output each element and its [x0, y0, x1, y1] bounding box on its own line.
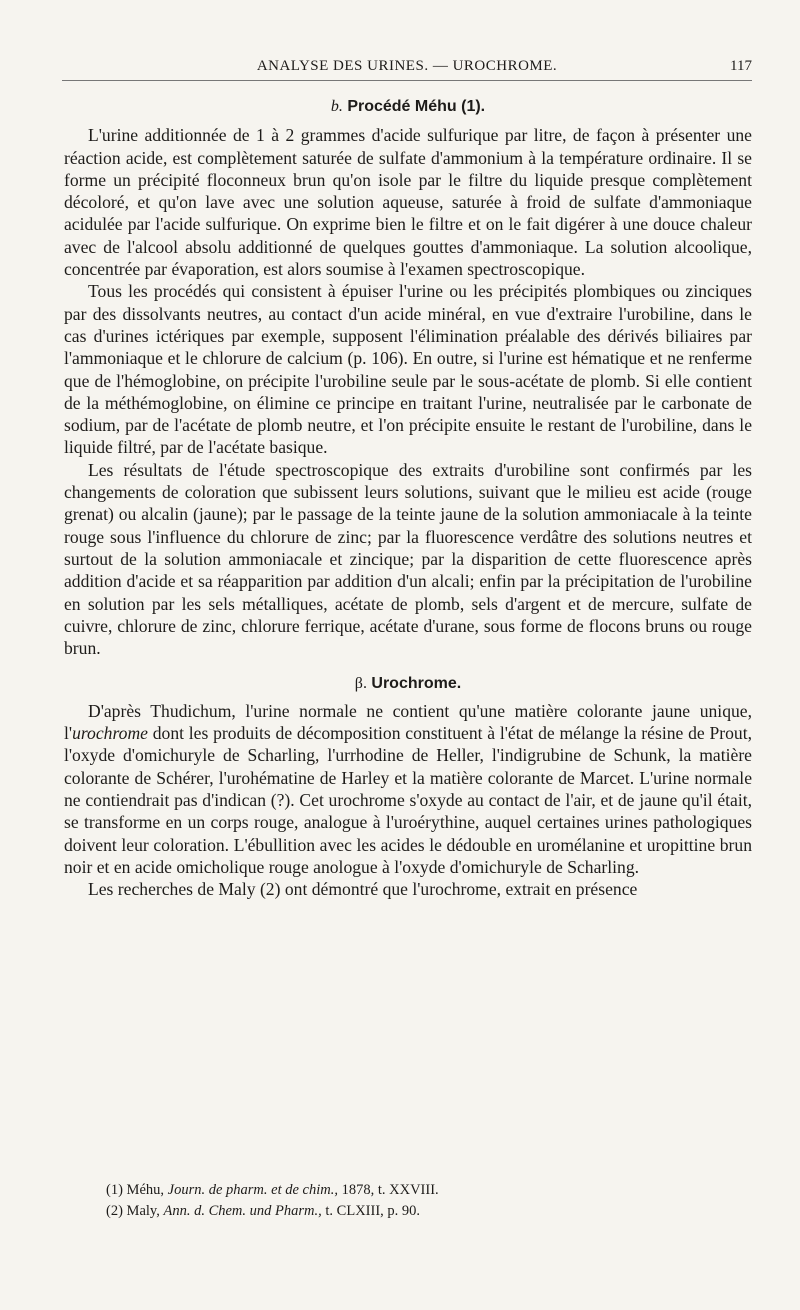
italic-term: urochrome [72, 723, 148, 744]
section-heading: Urochrome. [371, 675, 462, 693]
footnote [82, 1201, 682, 1222]
footnote [82, 1180, 682, 1201]
body-text [64, 96, 752, 900]
paragraph: Les résultats de l'étude spectroscopique des extraits d'urobiline sont confirmés par les changements de coloration que subissent leurs solutions, suivant que le milieu est acide (rouge grenat) ou alcalin (jaune); par le passage de la teinte jaune de la solution ammoniacale à la teinte rouge sous l'influence du chlorure de zinc; par la fluorescence verdâtre des solutions neutres et surtout de la solution ammoniacale et zincique; par la disparition de cette fluorescence après addition d'acide et sa réapparition par addition d'un alcali; enfin par la précipitation de l'urobiline en solution par les sels métalliques, acétate de plomb, sels d'argent et de mercure, sulfate de cuivre, chlorure de zinc, chlorure ferrique, acétate d'urane, sous forme de flocons bruns ou rouge brun. [64, 459, 752, 659]
page-number: 117 [730, 58, 752, 74]
section-letter: β. [354, 675, 367, 693]
paragraph-text: dont les produits de décomposition constituent à l'état de mélange la résine de Prout, l'oxyde d'omichuryle de Scharling, l'urrhodine de Heller, l'indigrubine de Schunk, la matière colorante de Schérer, l'urohématine de Harley et la matière colorante de Marcet. L'urine normale ne contiendrait pas d'indican (?). Cet urochrome s'oxyde au contact de l'air, et de jaune qu'il était, se transforme en un corps rouge, analogue à l'uroérythine, auquel certaines urines pathologiques doivent leur coloration. L'ébullition avec les acides le dédouble en uromélanine et uropittine brun noir et en acide omicholique rouge anologue à l'oxyde d'omichuryle de Scharling. [64, 723, 752, 877]
page-header [62, 56, 752, 81]
running-title: ANALYSE DES URINES. — UROCHROME. [256, 58, 558, 74]
paragraph: Les recherches de Maly (2) ont démontré que l'urochrome, extrait en présence [88, 879, 638, 900]
footnote-journal: Ann. d. Chem. und Pharm., [163, 1203, 322, 1219]
paragraph: Tous les procédés qui consistent à épuiser l'urine ou les précipités plombiques ou zinciques par des dissolvants neutres, au contact d'un acide minéral, en vue d'extraire l'urobiline, dans le cas d'urines ictériques par exemple, supposent l'élimination préalable des dérivés biliaires par l'ammoniaque et le chlorure de calcium (p. 106). En outre, si l'urine est hématique et ne renferme que de l'hémoglobine, on précipite l'urobiline seule par le sous-acétate de plomb. Si elle contient de la méthémoglobine, on élimine ce principe en traitant l'urine, neutralisée par le carbonate de sodium, par de l'acétate de plomb neutre, et l'on précipite ensuite le restant de l'urobiline, dans le liquide filtré, par de l'acétate basique. [64, 281, 752, 458]
section-heading: Procédé Méhu (1). [347, 98, 486, 115]
footnotes [82, 1180, 682, 1222]
footnote-mark: (1) [106, 1182, 123, 1198]
footnote-author: Méhu, [126, 1182, 165, 1198]
footnote-details: t. CLXIII, p. 90. [325, 1203, 421, 1219]
footnote-journal: Journ. de pharm. et de chim., [167, 1182, 338, 1198]
footnote-mark: (2) [106, 1203, 123, 1219]
footnote-details: 1878, t. XXVIII. [341, 1182, 439, 1198]
paragraph: L'urine additionnée de 1 à 2 grammes d'acide sulfurique par litre, de façon à présenter une réaction acide, est complètement saturée de sulfate d'ammonium à la température ordinaire. Il se forme un précipité floconneux brun qu'on isole par le filtre du liquide presque complètement décoloré, et qu'on lave avec une solution aqueuse, saturée à froid de sulfate d'ammoniaque acidulée par l'acide sulfurique. On exprime bien le filtre et on le fait digérer à une douce chaleur avec de l'alcool absolu additionné de quelques gouttes d'ammoniaque. La solution alcoolique, concentrée par évaporation, est alors soumise à l'examen spectroscopique. [64, 125, 752, 280]
footnote-author: Maly, [126, 1203, 160, 1219]
section-title-b [64, 96, 752, 118]
section-letter: b. [330, 98, 343, 115]
paragraph [64, 700, 752, 878]
paragraph-text: D'après Thudichum, l'urine normale ne contient qu'une matière colorante jaune unique, l' [64, 700, 752, 744]
section-title-beta [64, 673, 752, 695]
